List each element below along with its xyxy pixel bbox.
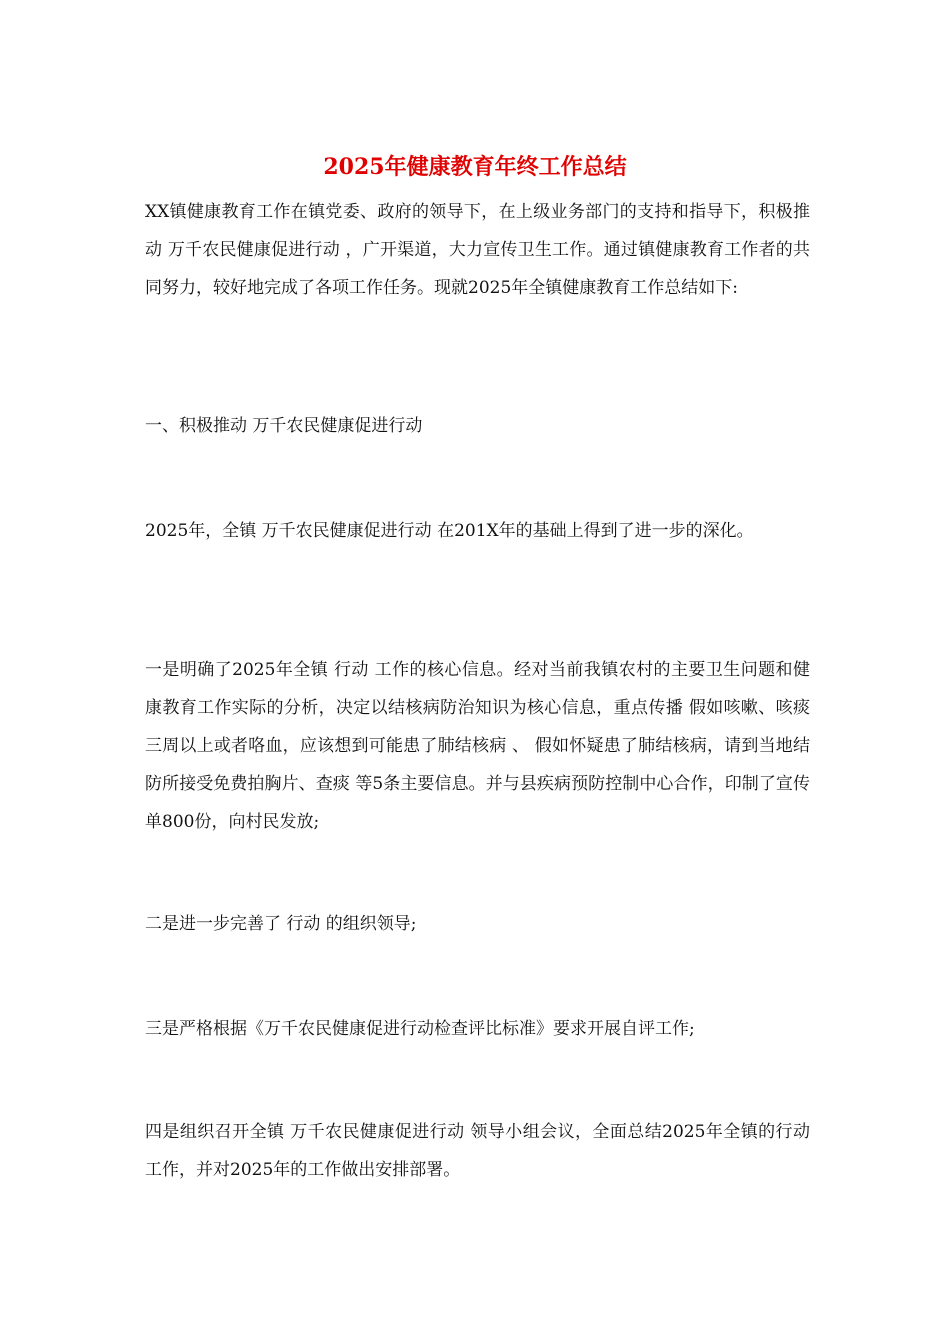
body-paragraph: 2025年，全镇 万千农民健康促进行动 在201X年的基础上得到了进一步的深化。: [145, 521, 754, 541]
body-paragraph: 三是严格根据《万千农民健康促进行动检查评比标准》要求开展自评工作;: [145, 1019, 695, 1039]
body-paragraph: 一是明确了2025年全镇 行动 工作的核心信息。经对当前我镇农村的主要卫生问题和健康教育工作实际的分析，决定以结核病防治知识为核心信息，重点传播 假如咳嗽、咳痰三周以上或者咯血，应该想到可能患了肺结核病 、 假如怀疑患了肺结核病，请到当地结防所接受免费拍胸片、查痰 等5条主要信息。并与县疾病预防控制中心合作，印制了宣传单800份，向村民发放;: [145, 660, 810, 832]
section-heading-1: 一、积极推动 万千农民健康促进行动: [145, 416, 423, 436]
body-paragraph: 四是组织召开全镇 万千农民健康促进行动 领导小组会议，全面总结2025年全镇的行动工作，并对2025年的工作做出安排部署。: [145, 1122, 810, 1180]
document-title: 2025年健康教育年终工作总结: [323, 154, 627, 180]
intro-paragraph: XX镇健康教育工作在镇党委、政府的领导下，在上级业务部门的支持和指导下，积极推动 万千农民健康促进行动 ，广开渠道，大力宣传卫生工作。通过镇健康教育工作者的共同努力，较好地完成了各项工作任务。现就2025年全镇健康教育工作总结如下:: [145, 202, 810, 298]
body-paragraph: 二是进一步完善了 行动 的组织领导;: [145, 914, 417, 934]
